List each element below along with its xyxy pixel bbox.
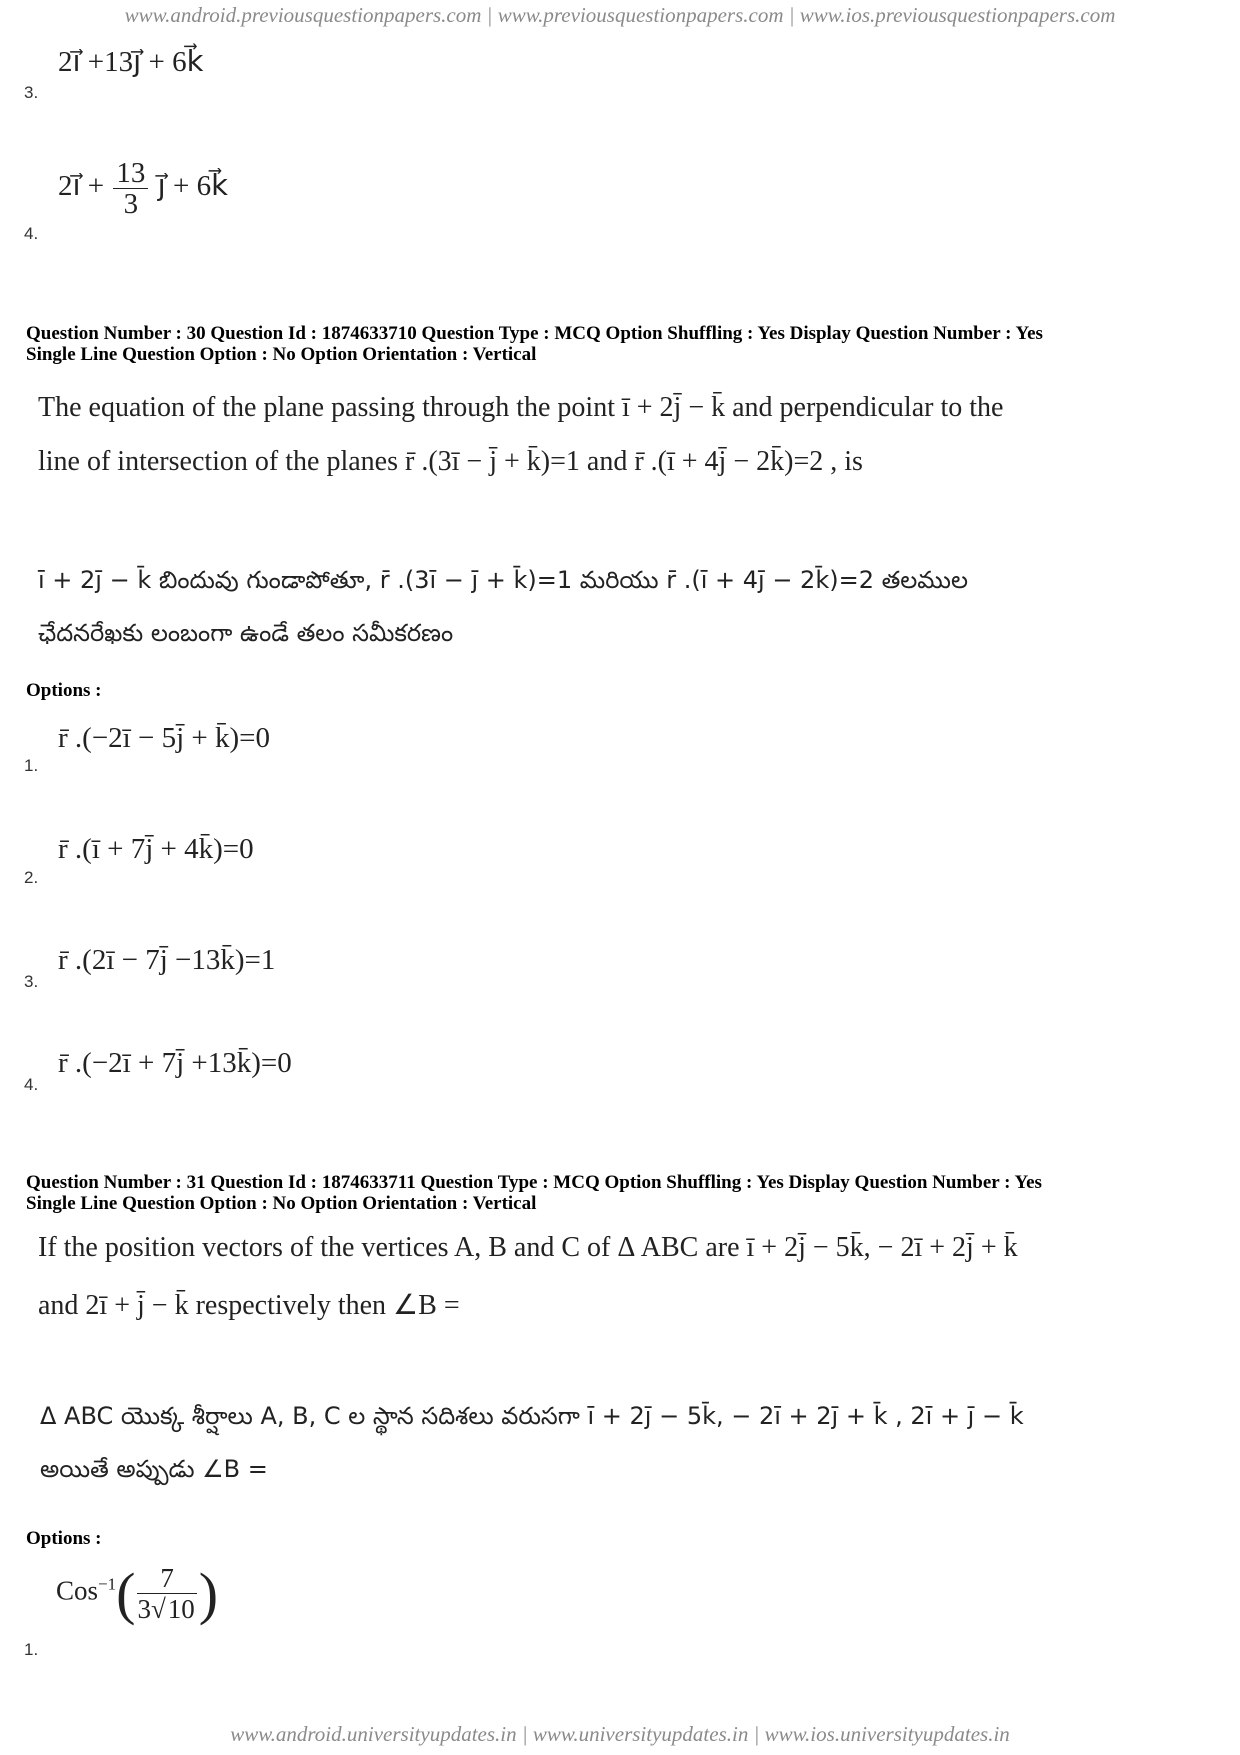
q31-option-1-number: 1. [24,1640,39,1659]
q29-option-4-number: 4. [24,224,39,243]
q30-option-1-expr: r̄ .(−2ī − 5j̄ + k̄)=0 [58,722,271,754]
q30-option-1-number: 1. [24,756,39,775]
q29-option-4-expr-a: 2i⃗ + [58,170,105,203]
q30-telugu-line-2: ఛేదనరేఖకు లంబంగా ఉండే తలం సమీకరణం [38,619,454,647]
q30-option-3-number: 3. [24,972,39,991]
q30-option-4-expr: r̄ .(−2ī + 7j̄ +13k̄)=0 [58,1047,292,1079]
q30-telugu-line-1: ī + 2j̄ − k̄ బిందువు గుండాపోతూ, r̄ .(3ī − j̄ + k̄)=1 మరియు r̄ .(ī + 4j̄ − 2k̄)=2 తలముల [38,566,968,594]
page-header: www.android.previousquestionpapers.com | www.previousquestionpapers.com | www.ios.previousquestionpapers.com [124,3,1116,27]
q31-option-1-superscript: −1 [98,1574,117,1594]
q31-option-1-fraction [137,1563,196,1624]
q29-option-4-expr-b: j⃗ + 6k⃗ [157,170,228,203]
q31-english-line-2: and 2ī + j̄ − k̄ respectively then ∠B = [38,1290,460,1321]
q30-english-line-2: line of intersection of the planes r̄ .(3ī − j̄ + k̄)=1 and r̄ .(ī + 4j̄ − 2k̄)=2 , is [38,446,863,477]
q30-option-3-expr: r̄ .(2ī − 7j̄ −13k̄)=1 [58,944,276,976]
q31-telugu-line-2: అయితే అప్పుడు ∠B = [40,1455,268,1483]
q31-telugu-line-1: Δ ABC యొక్క శీర్షాలు A, B, C ల స్థాన సదిశలు వరుసగా ī + 2j̄ − 5k̄, − 2ī + 2j̄ + k̄ , 2ī + j̄ − k̄ [40,1402,1024,1430]
q31-option-1-expr [56,1560,218,1627]
q29-option-4-expr [58,158,228,219]
q31-metadata [26,1172,1216,1214]
q29-option-3-expr: 2i⃗ +13j⃗ + 6k⃗ [58,46,204,78]
fraction-numerator: 13 [113,158,148,189]
fraction-numerator: 7 [137,1563,196,1594]
q30-metadata [26,323,1216,365]
q30-english-line-1: The equation of the plane passing through the point ī + 2j̄ − k̄ and perpendicular to the [38,392,1004,423]
fraction-denominator [137,1594,196,1624]
q30-meta-line-2: Single Line Question Option : No Option Orientation : Vertical [26,344,537,365]
q30-meta-line-1: Question Number : 30 Question Id : 1874633710 Question Type : MCQ Option Shuffling : Yes Display Question Number : Yes [26,323,1043,344]
q31-option-1-func: Cos [56,1575,99,1606]
q30-option-2-number: 2. [24,868,39,887]
q30-option-2-expr: r̄ .(ī + 7j̄ + 4k̄)=0 [58,833,254,865]
q31-english-line-1: If the position vectors of the vertices A, B and C of Δ ABC are ī + 2j̄ − 5k̄, − 2ī + 2j̄ + k̄ [38,1232,1018,1263]
page-footer: www.android.universityupdates.in | www.universityupdates.in | www.ios.universityupdates.in [230,1722,1010,1746]
q29-option-4-fraction [113,158,148,219]
q31-meta-line-1: Question Number : 31 Question Id : 1874633711 Question Type : MCQ Option Shuffling : Yes Display Question Number : Yes [26,1172,1042,1193]
q30-option-4-number: 4. [24,1075,39,1094]
sqrt-radicand: 10 [167,1594,195,1624]
left-paren-icon: ( [116,1561,136,1626]
right-paren-icon: ) [198,1561,219,1626]
q31-options-label: Options : [26,1528,102,1549]
q29-option-3-number: 3. [24,83,39,102]
fraction-denominator: 3 [123,188,139,220]
denominator-coefficient: 3 [137,1594,151,1624]
q30-options-label: Options : [26,680,102,701]
sqrt-icon: √ [150,1594,166,1624]
q31-meta-line-2: Single Line Question Option : No Option Orientation : Vertical [26,1193,537,1214]
